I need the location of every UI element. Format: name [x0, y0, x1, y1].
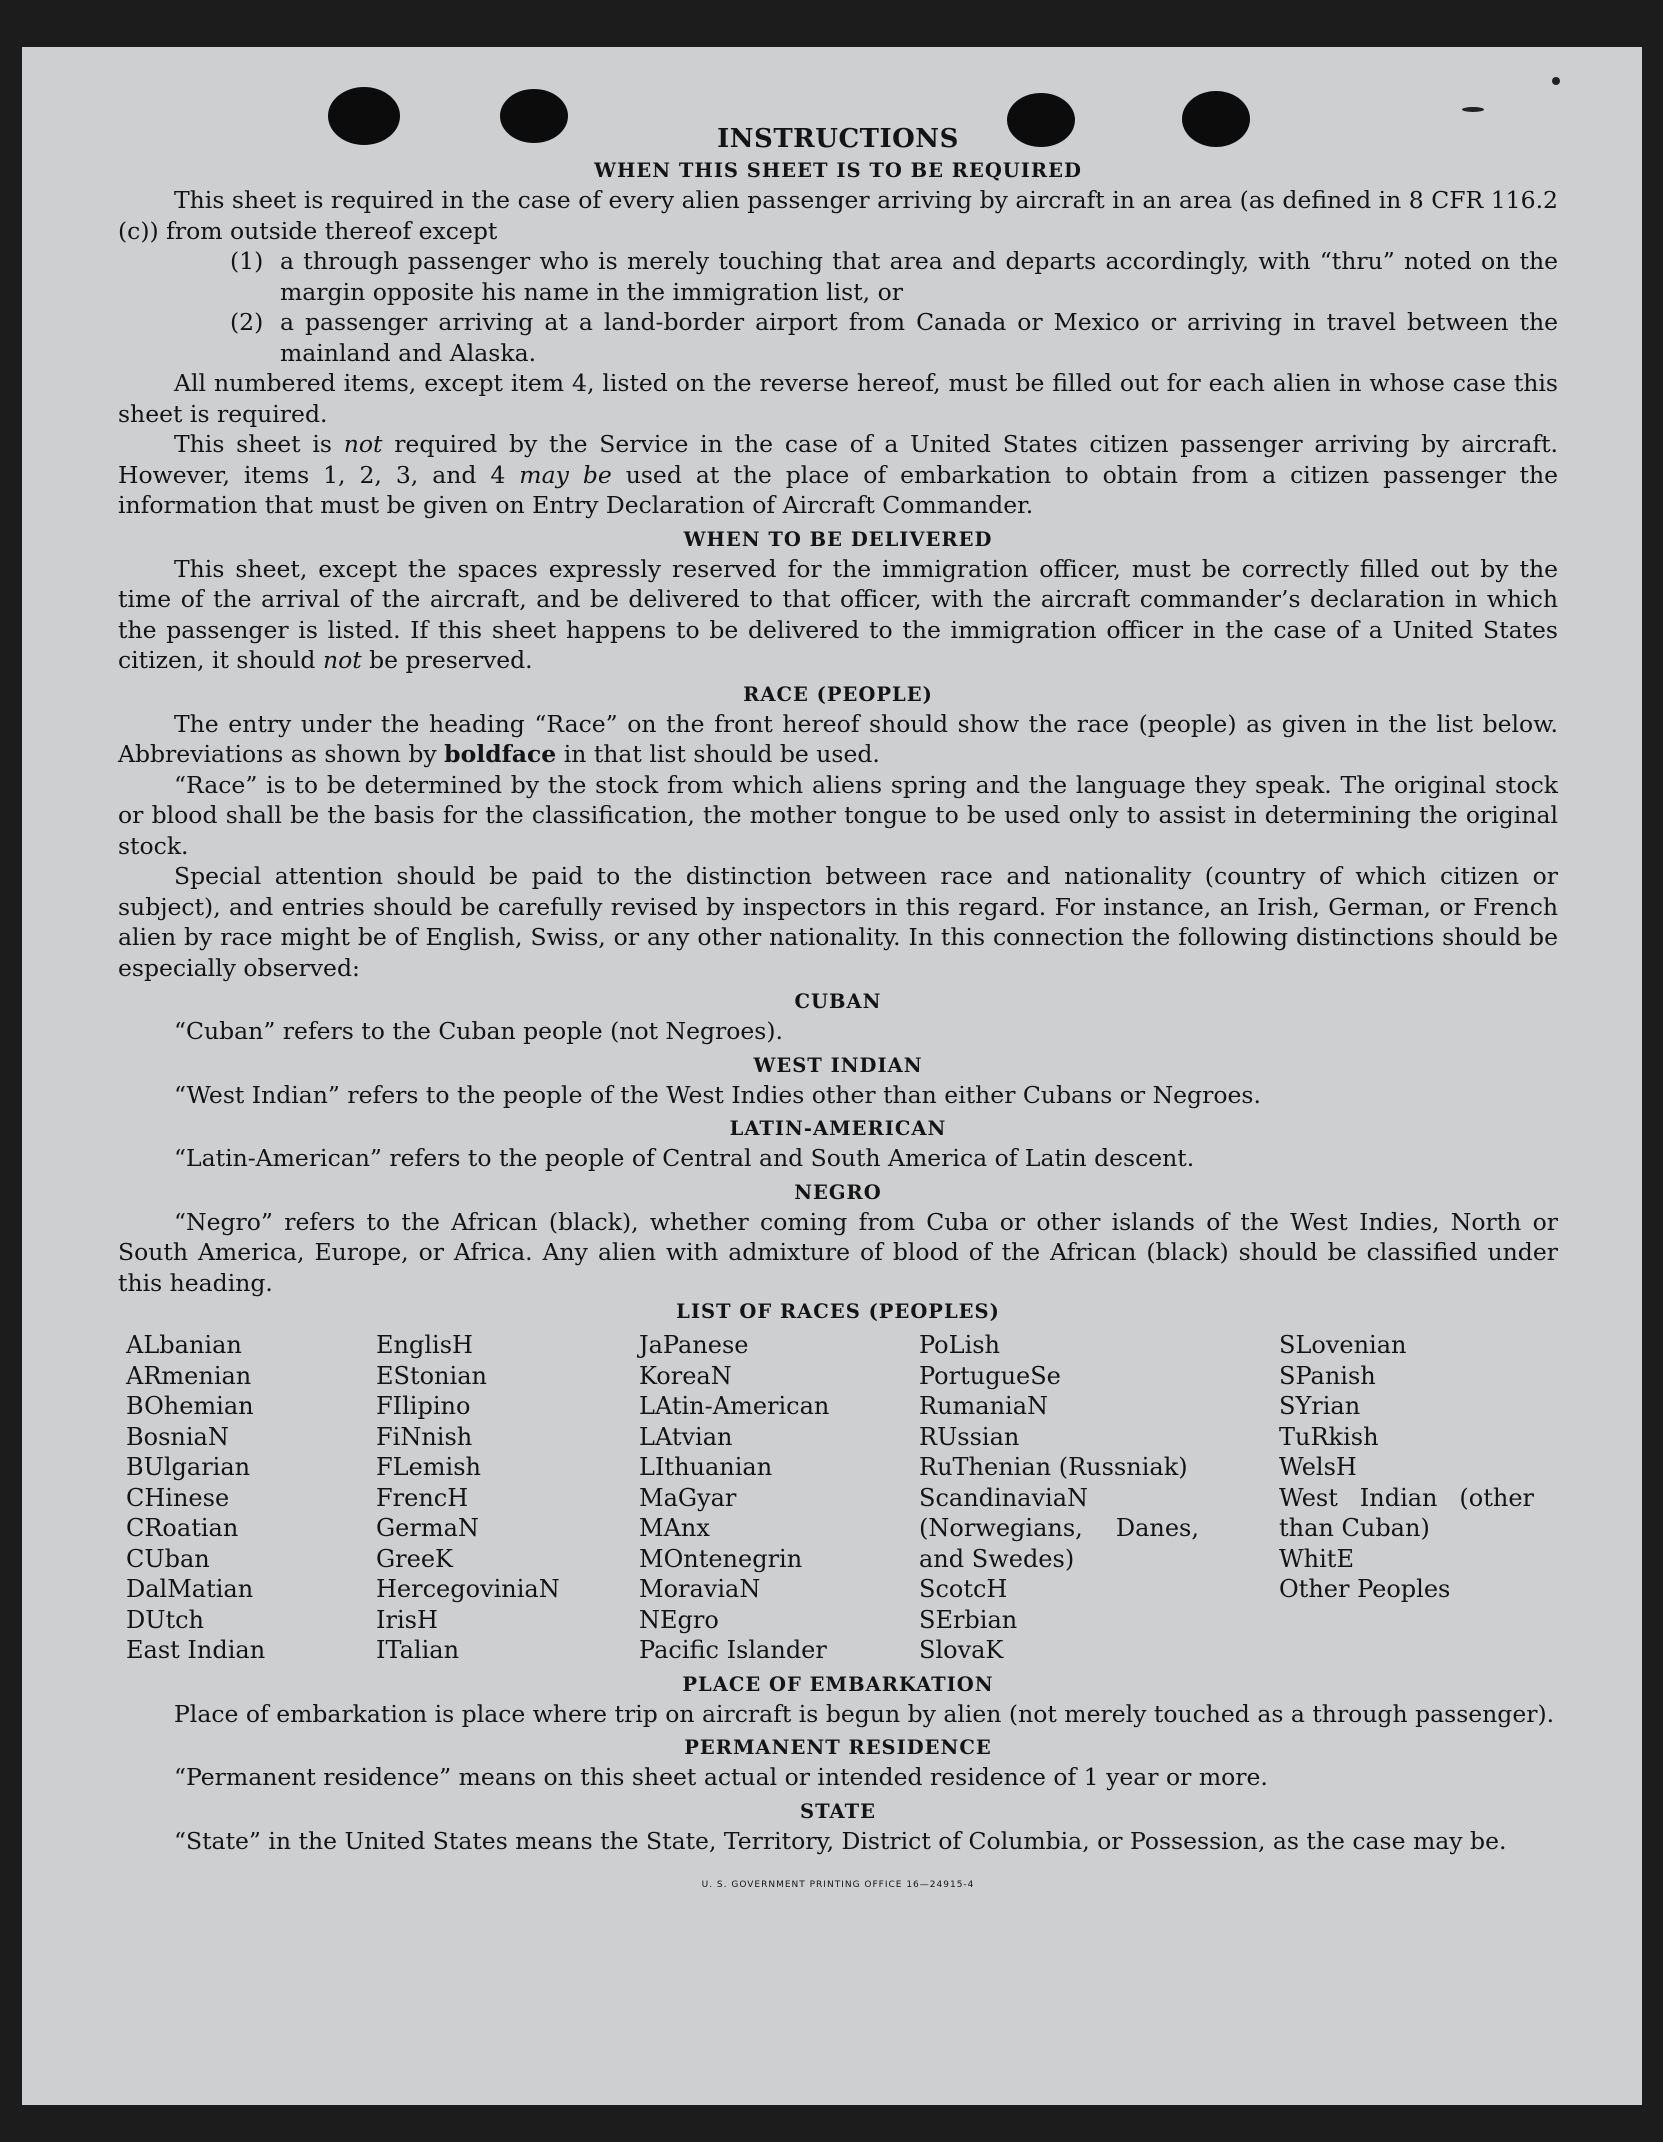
race-entry: WelsH [1279, 1453, 1357, 1481]
section-heading: LATIN-AMERICAN [729, 1117, 947, 1140]
race-entry: TuRkish [1279, 1422, 1379, 1451]
section-heading: WEST INDIAN [753, 1053, 923, 1077]
race-entry: LAtin-American [639, 1392, 830, 1420]
speck [1552, 77, 1560, 85]
race-entry: ALbanian [126, 1331, 242, 1359]
race-entry: HercegoviniaN [376, 1575, 560, 1603]
race-entry: FrencH [376, 1483, 469, 1512]
paragraph: “Negro” refers to the African (black), whether coming from Cuba or other islands of the West Indies, North or South America, Europe, or Africa. Any alien with admixture of blood of the African (black) should be classified under this heading. [118, 1207, 1558, 1297]
race-entry: EnglisH [376, 1331, 473, 1359]
item-text: a through passenger who is merely touching that area and departs accordingly, with “thru” noted on the margin opposite his name in the immigration list, or [280, 247, 1558, 306]
section-heading: WHEN TO BE DELIVERED [683, 527, 993, 551]
race-entry: CHinese [126, 1483, 230, 1512]
race-entry: BOhemian [126, 1392, 254, 1420]
race-entry: DUtch [126, 1605, 205, 1634]
race-entry: West Indian (other than Cuban) [1279, 1483, 1534, 1542]
race-entry: FiNnish [376, 1422, 473, 1451]
race-column [919, 1330, 1279, 1666]
race-list [118, 1330, 1558, 1666]
item-text: a passenger arriving at a land-border airport from Canada or Mexico or arriving in travel between the mainland and Alaska. [280, 308, 1558, 367]
section-heading: RACE (PEOPLE) [743, 682, 933, 706]
section-heading: LIST OF RACES (PEOPLES) [676, 1300, 1000, 1323]
race-entry: ScandinaviaN (Norwegians, Danes, and Swedes) [919, 1483, 1199, 1573]
section-heading: PERMANENT RESIDENCE [684, 1736, 992, 1759]
paragraph: “West Indian” refers to the people of the West Indies other than either Cubans or Negroes. [174, 1080, 1261, 1109]
race-entry: GreeK [376, 1544, 453, 1573]
list-item [118, 307, 1558, 368]
section-heading: NEGRO [794, 1180, 882, 1204]
race-entry: MaGyar [639, 1483, 737, 1512]
document-sheet [22, 47, 1642, 2105]
race-column [639, 1330, 919, 1666]
section-heading: STATE [800, 1799, 876, 1823]
section-heading: WHEN THIS SHEET IS TO BE REQUIRED [594, 159, 1082, 182]
race-entry: FIlipino [376, 1392, 471, 1420]
race-entry: SPanish [1279, 1361, 1376, 1390]
paragraph: Place of embarkation is place where trip on aircraft is begun by alien (not merely touched as a through passenger). [174, 1699, 1555, 1728]
race-entry: ITalian [376, 1636, 460, 1664]
race-entry: WhitE [1279, 1544, 1354, 1573]
race-entry: GermaN [376, 1514, 479, 1542]
race-entry: CRoatian [126, 1514, 239, 1542]
race-entry: MOntenegrin [639, 1544, 803, 1573]
race-entry: LAtvian [639, 1422, 733, 1451]
race-entry: KoreaN [639, 1361, 732, 1390]
race-entry: BUlgarian [126, 1453, 251, 1481]
race-entry: RuThenian (Russniak) [919, 1453, 1188, 1481]
paragraph: The entry under the heading “Race” on the front hereof should show the race (people) as given in the list below. Abbreviations as shown by boldface in that list should be used. [118, 709, 1558, 768]
race-entry: EStonian [376, 1361, 487, 1390]
race-entry: DalMatian [126, 1575, 254, 1603]
section-heading: PLACE OF EMBARKATION [682, 1672, 994, 1696]
item-number: (1) [230, 247, 264, 275]
race-entry: East Indian [126, 1636, 266, 1664]
paragraph: “Race” is to be determined by the stock from which aliens spring and the language they speak. The original stock or blood shall be the basis for the classification, the mother tongue to be used only to assist in determining the original stock. [118, 770, 1558, 860]
race-entry: Pacific Islander [639, 1636, 827, 1664]
paragraph: Special attention should be paid to the distinction between race and nationality (country of which citizen or subject), and entries should be carefully revised by inspectors in this regard. For instance, an Irish, German, or French alien by race might be of English, Swiss, or any other nationality. In this connection the following distinctions should be especially observed: [118, 862, 1558, 982]
race-entry: PortugueSe [919, 1361, 1061, 1390]
race-entry: SlovaK [919, 1636, 1004, 1664]
race-entry: MoraviaN [639, 1575, 761, 1603]
paragraph: This sheet, except the spaces expressly reserved for the immigration officer, must be correctly filled out by the time of the arrival of the aircraft, and be delivered to that officer, with the aircraft commander’s declaration in which the passenger is listed. If this sheet happens to be delivered to the immigration officer in the case of a United States citizen, it should not be preserved. [118, 554, 1558, 674]
list-item [118, 246, 1558, 307]
printer-imprint: U. S. GOVERNMENT PRINTING OFFICE 16—24915-4 [701, 1880, 975, 1890]
race-entry: ScotcH [919, 1575, 1008, 1603]
race-entry: JaPanese [639, 1331, 749, 1359]
race-entry: RumaniaN [919, 1392, 1049, 1420]
race-entry: RUssian [919, 1422, 1020, 1451]
race-entry: PoLish [919, 1331, 1001, 1359]
page-title: INSTRUCTIONS [717, 124, 959, 154]
paragraph: “State” in the United States means the State, Territory, District of Columbia, or Possession, as the case may be. [174, 1826, 1507, 1855]
paragraph: “Cuban” refers to the Cuban people (not Negroes). [174, 1017, 784, 1045]
race-entry: LIthuanian [639, 1453, 773, 1481]
race-entry: MAnx [639, 1514, 710, 1542]
race-entry: SErbian [919, 1605, 1018, 1634]
speck [1462, 107, 1484, 112]
race-entry: CUban [126, 1544, 210, 1573]
race-entry: ARmenian [126, 1361, 252, 1390]
paragraph: “Latin-American” refers to the people of Central and South America of Latin descent. [174, 1144, 1195, 1172]
paragraph: All numbered items, except item 4, listed on the reverse hereof, must be filled out for each alien in whose case this sheet is required. [118, 369, 1558, 428]
item-number: (2) [230, 308, 264, 336]
instructions-body [118, 122, 1558, 1901]
paragraph: “Permanent residence” means on this sheet actual or intended residence of 1 year or more. [174, 1763, 1268, 1791]
race-entry: SYrian [1279, 1392, 1361, 1420]
race-entry: SLovenian [1279, 1331, 1407, 1359]
race-entry: IrisH [376, 1605, 438, 1634]
race-entry: FLemish [376, 1453, 481, 1481]
paragraph: This sheet is not required by the Service in the case of a United States citizen passenger arriving by aircraft. However, items 1, 2, 3, and 4 may be used at the place of embarkation to obtain from a citizen passenger the information that must be given on Entry Declaration of Aircraft Commander. [118, 430, 1558, 519]
race-entry: Other Peoples [1279, 1575, 1451, 1603]
paragraph: This sheet is required in the case of every alien passenger arriving by aircraft in an area (as defined in 8 CFR 116.2 (c)) from outside thereof except [118, 186, 1558, 245]
section-heading: CUBAN [794, 990, 882, 1013]
race-entry: NEgro [639, 1605, 719, 1634]
race-column [1279, 1330, 1539, 1666]
race-column [376, 1330, 639, 1666]
race-column [126, 1330, 376, 1666]
race-entry: BosniaN [126, 1422, 229, 1451]
